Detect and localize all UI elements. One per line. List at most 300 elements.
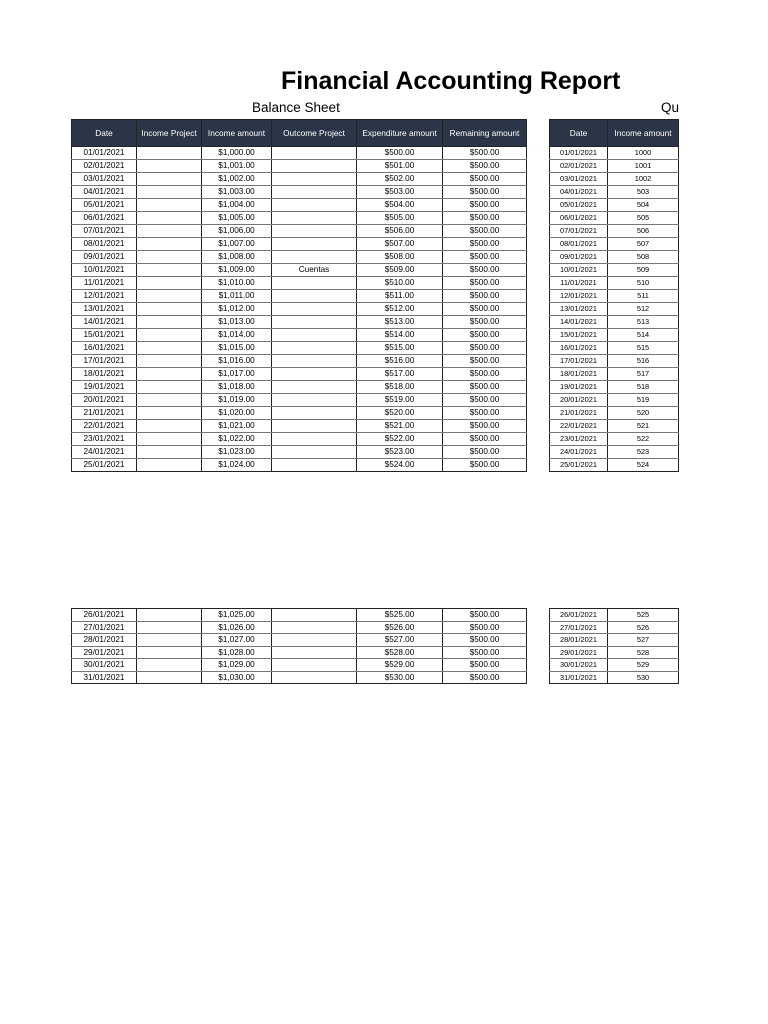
table-cell	[137, 621, 202, 634]
table-cell: $1,012.00	[202, 303, 272, 316]
table-row	[550, 394, 679, 407]
table-row	[72, 329, 527, 342]
table-cell: 02/01/2021	[550, 160, 608, 173]
table-cell: 506	[608, 225, 679, 238]
table-cell: $1,014.00	[202, 329, 272, 342]
table-cell	[272, 303, 357, 316]
table-row	[550, 290, 679, 303]
table-row	[550, 671, 679, 684]
table-cell	[137, 355, 202, 368]
table-row	[72, 407, 527, 420]
table-cell	[272, 420, 357, 433]
table-cell: 22/01/2021	[550, 420, 608, 433]
table-cell: 505	[608, 212, 679, 225]
table-cell: 16/01/2021	[72, 342, 137, 355]
table-cell: $1,028.00	[202, 646, 272, 659]
table-cell	[272, 329, 357, 342]
table-cell	[137, 316, 202, 329]
table-cell: $1,017.00	[202, 368, 272, 381]
table-cell	[272, 199, 357, 212]
quick-income-table-continued	[549, 608, 679, 684]
table-row	[72, 446, 527, 459]
table-cell	[137, 446, 202, 459]
table-cell: 517	[608, 368, 679, 381]
table-cell	[272, 459, 357, 472]
table-cell: 1001	[608, 160, 679, 173]
table-cell: $510.00	[357, 277, 443, 290]
table-cell: 10/01/2021	[550, 264, 608, 277]
table-row	[550, 342, 679, 355]
table-cell: $500.00	[443, 329, 527, 342]
table-cell: $505.00	[357, 212, 443, 225]
table-row	[72, 290, 527, 303]
table-cell: $500.00	[443, 225, 527, 238]
table-cell: $517.00	[357, 368, 443, 381]
table-cell: 17/01/2021	[550, 355, 608, 368]
table-cell: $500.00	[443, 173, 527, 186]
table-cell	[272, 290, 357, 303]
table-cell: 510	[608, 277, 679, 290]
table-cell: 13/01/2021	[72, 303, 137, 316]
table-cell: $500.00	[443, 407, 527, 420]
table-cell: $520.00	[357, 407, 443, 420]
table-cell	[272, 160, 357, 173]
table-cell: 528	[608, 646, 679, 659]
balance-sheet-heading: Balance Sheet	[252, 100, 340, 115]
table-cell	[137, 420, 202, 433]
table-cell: $500.00	[443, 251, 527, 264]
table-row	[72, 251, 527, 264]
table-cell: 12/01/2021	[550, 290, 608, 303]
table-row	[550, 329, 679, 342]
table-cell	[272, 671, 357, 684]
column-header: Income amount	[608, 120, 679, 147]
table-cell: 14/01/2021	[72, 316, 137, 329]
table-row	[550, 303, 679, 316]
table-row	[72, 173, 527, 186]
table-cell: $506.00	[357, 225, 443, 238]
table-cell: 507	[608, 238, 679, 251]
table-row	[550, 420, 679, 433]
table-cell	[272, 446, 357, 459]
table-row	[72, 394, 527, 407]
table-cell: 31/01/2021	[550, 671, 608, 684]
table-cell: 512	[608, 303, 679, 316]
table-cell: 19/01/2021	[550, 381, 608, 394]
table-row	[72, 609, 527, 622]
table-cell	[272, 381, 357, 394]
table-cell: $1,027.00	[202, 634, 272, 647]
table-cell: $522.00	[357, 433, 443, 446]
table-cell: $528.00	[357, 646, 443, 659]
table-cell: 16/01/2021	[550, 342, 608, 355]
table-cell	[137, 381, 202, 394]
table-cell: 525	[608, 609, 679, 622]
table-cell: $500.00	[443, 277, 527, 290]
table-row	[72, 212, 527, 225]
table-cell	[137, 342, 202, 355]
table-cell: 524	[608, 459, 679, 472]
column-header: Income Project	[137, 120, 202, 147]
table-cell: 11/01/2021	[550, 277, 608, 290]
table-row	[550, 634, 679, 647]
table-cell: 04/01/2021	[72, 186, 137, 199]
table-cell: 1000	[608, 147, 679, 160]
table-row	[72, 368, 527, 381]
table-cell: 02/01/2021	[72, 160, 137, 173]
table-cell: 12/01/2021	[72, 290, 137, 303]
table-cell: $503.00	[357, 186, 443, 199]
table-row	[550, 355, 679, 368]
table-row	[72, 659, 527, 672]
table-row	[550, 609, 679, 622]
table-cell: 27/01/2021	[72, 621, 137, 634]
table-cell: $500.00	[443, 238, 527, 251]
table-cell: $1,006.00	[202, 225, 272, 238]
table-cell: 30/01/2021	[550, 659, 608, 672]
table-cell: 522	[608, 433, 679, 446]
table-cell: $500.00	[443, 368, 527, 381]
table-cell: 514	[608, 329, 679, 342]
table-cell	[272, 238, 357, 251]
table-cell	[272, 646, 357, 659]
table-cell: 13/01/2021	[550, 303, 608, 316]
table-cell: 26/01/2021	[72, 609, 137, 622]
table-cell: 21/01/2021	[550, 407, 608, 420]
table-cell: $521.00	[357, 420, 443, 433]
table-row	[72, 621, 527, 634]
table-cell	[137, 659, 202, 672]
table-cell: $500.00	[443, 634, 527, 647]
table-cell: 20/01/2021	[550, 394, 608, 407]
table-cell: $1,018.00	[202, 381, 272, 394]
table-cell: $1,009.00	[202, 264, 272, 277]
table-cell: 28/01/2021	[72, 634, 137, 647]
table-cell: 519	[608, 394, 679, 407]
table-cell	[137, 199, 202, 212]
table-row	[72, 646, 527, 659]
table-row	[550, 659, 679, 672]
table-cell	[137, 251, 202, 264]
table-cell: $515.00	[357, 342, 443, 355]
quick-table-heading: Qu	[661, 100, 680, 115]
table-cell: $1,013.00	[202, 316, 272, 329]
table-cell: 06/01/2021	[550, 212, 608, 225]
table-cell: $502.00	[357, 173, 443, 186]
table-cell: 24/01/2021	[550, 446, 608, 459]
table-cell: $512.00	[357, 303, 443, 316]
table-cell: 07/01/2021	[72, 225, 137, 238]
table-row	[550, 459, 679, 472]
column-header: Date	[72, 120, 137, 147]
table-cell: $500.00	[443, 303, 527, 316]
table-cell: $1,016.00	[202, 355, 272, 368]
table-cell	[272, 147, 357, 160]
table-cell: 18/01/2021	[550, 368, 608, 381]
table-cell: 08/01/2021	[550, 238, 608, 251]
table-row	[550, 381, 679, 394]
table-cell	[272, 621, 357, 634]
table-cell: $1,021.00	[202, 420, 272, 433]
table-cell: $1,008.00	[202, 251, 272, 264]
table-cell	[137, 646, 202, 659]
table-row	[72, 342, 527, 355]
table-cell: 504	[608, 199, 679, 212]
table-cell: 09/01/2021	[72, 251, 137, 264]
table-cell: $1,019.00	[202, 394, 272, 407]
table-cell: 01/01/2021	[550, 147, 608, 160]
table-cell: 23/01/2021	[550, 433, 608, 446]
table-cell: 30/01/2021	[72, 659, 137, 672]
table-cell: 25/01/2021	[72, 459, 137, 472]
table-cell	[137, 212, 202, 225]
table-row	[72, 316, 527, 329]
table-row	[550, 225, 679, 238]
table-cell: 19/01/2021	[72, 381, 137, 394]
table-row	[550, 621, 679, 634]
table-cell: $500.00	[443, 199, 527, 212]
table-cell: 1002	[608, 173, 679, 186]
quick-income-table	[549, 119, 679, 472]
table-cell	[137, 394, 202, 407]
table-cell: 527	[608, 634, 679, 647]
table-cell: 530	[608, 671, 679, 684]
table-cell: $1,023.00	[202, 446, 272, 459]
table-row	[550, 407, 679, 420]
table-row	[550, 646, 679, 659]
table-cell	[272, 251, 357, 264]
table-cell: $1,004.00	[202, 199, 272, 212]
table-cell: $1,029.00	[202, 659, 272, 672]
table-cell	[137, 238, 202, 251]
table-cell: 15/01/2021	[550, 329, 608, 342]
table-row	[550, 173, 679, 186]
table-cell	[137, 407, 202, 420]
table-row	[72, 160, 527, 173]
table-cell: $500.00	[443, 147, 527, 160]
table-cell: $500.00	[443, 160, 527, 173]
column-header: Expenditure amount	[357, 120, 443, 147]
table-row	[550, 368, 679, 381]
table-cell: 10/01/2021	[72, 264, 137, 277]
table-cell: $508.00	[357, 251, 443, 264]
table-cell: $1,030.00	[202, 671, 272, 684]
column-header: Income amount	[202, 120, 272, 147]
table-cell: 22/01/2021	[72, 420, 137, 433]
table-row	[550, 251, 679, 264]
table-cell: $1,025.00	[202, 609, 272, 622]
table-cell: 523	[608, 446, 679, 459]
table-cell	[272, 433, 357, 446]
table-cell	[272, 368, 357, 381]
column-header: Date	[550, 120, 608, 147]
table-cell: 29/01/2021	[550, 646, 608, 659]
table-cell: $518.00	[357, 381, 443, 394]
table-cell: $500.00	[443, 671, 527, 684]
table-cell: 516	[608, 355, 679, 368]
table-cell: 27/01/2021	[550, 621, 608, 634]
table-cell	[272, 609, 357, 622]
table-cell	[272, 407, 357, 420]
table-cell	[137, 277, 202, 290]
table-cell: $524.00	[357, 459, 443, 472]
table-cell: 518	[608, 381, 679, 394]
table-row	[550, 277, 679, 290]
table-row	[72, 199, 527, 212]
table-cell: 15/01/2021	[72, 329, 137, 342]
table-cell: $500.00	[443, 609, 527, 622]
table-cell: $500.00	[443, 433, 527, 446]
table-row	[72, 303, 527, 316]
table-cell	[272, 316, 357, 329]
table-cell: 508	[608, 251, 679, 264]
table-cell: $509.00	[357, 264, 443, 277]
table-cell: $1,001.00	[202, 160, 272, 173]
table-cell	[137, 225, 202, 238]
table-cell: 03/01/2021	[550, 173, 608, 186]
table-cell: 520	[608, 407, 679, 420]
table-cell: 23/01/2021	[72, 433, 137, 446]
table-row	[550, 316, 679, 329]
table-cell: 09/01/2021	[550, 251, 608, 264]
table-cell	[137, 634, 202, 647]
table-cell: $513.00	[357, 316, 443, 329]
table-cell: 06/01/2021	[72, 212, 137, 225]
table-cell: $511.00	[357, 290, 443, 303]
table-cell	[272, 634, 357, 647]
table-cell: $1,024.00	[202, 459, 272, 472]
table-cell	[272, 225, 357, 238]
table-cell	[137, 160, 202, 173]
table-cell: $529.00	[357, 659, 443, 672]
table-cell: $501.00	[357, 160, 443, 173]
header-row	[72, 120, 527, 147]
table-cell: 05/01/2021	[72, 199, 137, 212]
table-cell: $500.00	[443, 420, 527, 433]
table-cell: 29/01/2021	[72, 646, 137, 659]
table-cell: 26/01/2021	[550, 609, 608, 622]
table-row	[72, 147, 527, 160]
table-cell: 03/01/2021	[72, 173, 137, 186]
table-cell	[137, 264, 202, 277]
table-cell: 25/01/2021	[550, 459, 608, 472]
table-cell: $526.00	[357, 621, 443, 634]
table-row	[72, 420, 527, 433]
table-cell: 28/01/2021	[550, 634, 608, 647]
table-cell: 08/01/2021	[72, 238, 137, 251]
table-row	[550, 264, 679, 277]
table-cell	[272, 355, 357, 368]
table-cell: $500.00	[443, 290, 527, 303]
table-row	[72, 277, 527, 290]
table-cell: 11/01/2021	[72, 277, 137, 290]
table-cell: $500.00	[443, 659, 527, 672]
table-cell: $500.00	[443, 446, 527, 459]
table-cell	[137, 433, 202, 446]
table-cell	[272, 342, 357, 355]
table-cell: 31/01/2021	[72, 671, 137, 684]
table-cell: 509	[608, 264, 679, 277]
table-row	[550, 212, 679, 225]
table-cell	[137, 671, 202, 684]
table-cell: 21/01/2021	[72, 407, 137, 420]
table-cell	[272, 173, 357, 186]
table-cell	[137, 329, 202, 342]
column-header: Remaining amount	[443, 120, 527, 147]
balance-sheet-table-continued	[71, 608, 527, 684]
table-cell: $525.00	[357, 609, 443, 622]
table-cell: 503	[608, 186, 679, 199]
table-cell: $500.00	[443, 355, 527, 368]
table-cell: 529	[608, 659, 679, 672]
table-cell: $500.00	[443, 316, 527, 329]
table-row	[550, 160, 679, 173]
table-row	[72, 634, 527, 647]
table-row	[550, 446, 679, 459]
table-row	[72, 433, 527, 446]
table-cell: $500.00	[443, 264, 527, 277]
table-cell: 18/01/2021	[72, 368, 137, 381]
table-cell: $500.00	[443, 342, 527, 355]
table-cell: $1,026.00	[202, 621, 272, 634]
table-cell	[137, 147, 202, 160]
table-cell: Cuentas	[272, 264, 357, 277]
table-cell: $1,015.00	[202, 342, 272, 355]
header-row	[550, 120, 679, 147]
table-cell: $1,000.00	[202, 147, 272, 160]
table-row	[550, 238, 679, 251]
table-cell: $1,011.00	[202, 290, 272, 303]
table-cell: 17/01/2021	[72, 355, 137, 368]
table-cell	[137, 173, 202, 186]
table-row	[550, 199, 679, 212]
table-cell: 515	[608, 342, 679, 355]
table-cell	[272, 277, 357, 290]
table-cell: 14/01/2021	[550, 316, 608, 329]
table-row	[72, 671, 527, 684]
table-row	[550, 433, 679, 446]
table-row	[72, 238, 527, 251]
table-row	[72, 264, 527, 277]
table-cell: 511	[608, 290, 679, 303]
table-cell: $519.00	[357, 394, 443, 407]
table-row	[72, 381, 527, 394]
table-cell	[137, 368, 202, 381]
table-cell: $1,020.00	[202, 407, 272, 420]
table-cell: $500.00	[443, 459, 527, 472]
table-cell	[137, 459, 202, 472]
table-cell: $500.00	[443, 186, 527, 199]
table-cell: $530.00	[357, 671, 443, 684]
table-row	[550, 186, 679, 199]
table-cell: $527.00	[357, 634, 443, 647]
table-cell: 521	[608, 420, 679, 433]
table-row	[72, 459, 527, 472]
table-cell: $514.00	[357, 329, 443, 342]
table-cell: 20/01/2021	[72, 394, 137, 407]
table-cell: $523.00	[357, 446, 443, 459]
table-cell: $1,003.00	[202, 186, 272, 199]
table-cell: $507.00	[357, 238, 443, 251]
table-cell: $500.00	[443, 621, 527, 634]
column-header: Outcome Project	[272, 120, 357, 147]
table-cell: 526	[608, 621, 679, 634]
table-cell	[272, 394, 357, 407]
table-cell: 07/01/2021	[550, 225, 608, 238]
table-cell: $500.00	[443, 646, 527, 659]
table-cell: $504.00	[357, 199, 443, 212]
table-cell: 01/01/2021	[72, 147, 137, 160]
